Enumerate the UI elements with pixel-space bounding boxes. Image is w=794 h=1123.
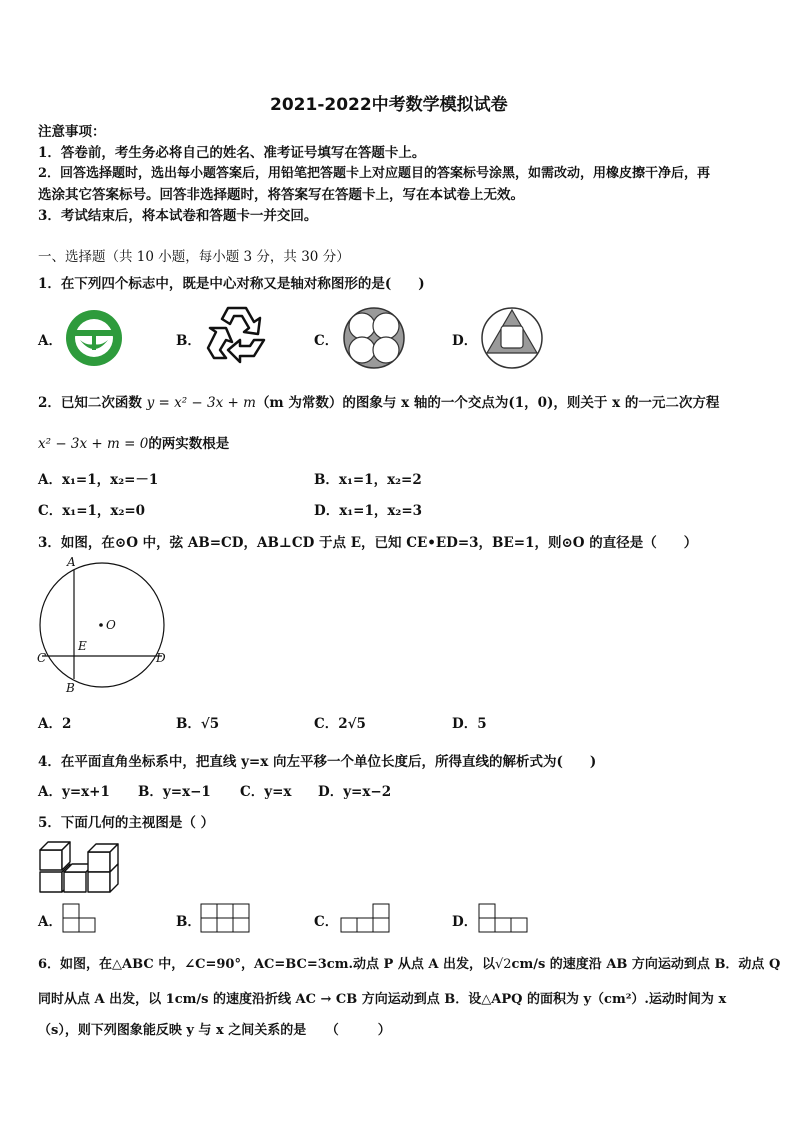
- notice-item-1: 1．答卷前，考生务必将自己的姓名、准考证号填写在答题卡上。: [38, 145, 426, 161]
- q3-option-d: D．5: [452, 716, 487, 732]
- q2-stem-end: （m 为常数）的图象与 x 轴的一个交点为(1，0)，则关于 x 的一元二次方程: [255, 395, 720, 411]
- q3-circle-figure: [34, 555, 174, 695]
- q5-label-c: C．: [314, 914, 339, 930]
- q3-label-c: C: [37, 651, 47, 665]
- q6-line2: 同时从点 A 出发，以 1cm/s 的速度沿折线 AC → CB 方向运动到点 B．设△APQ 的面积为 y（cm²）.运动时间为 x: [38, 992, 727, 1007]
- q6-line3: （s），则下列图象能反映 y 与 x 之间关系的是 （ ）: [38, 1023, 391, 1038]
- q5-option-d-view: [478, 903, 528, 933]
- q3-option-b: B．√5: [176, 716, 220, 732]
- flower-circle-icon: [342, 306, 406, 370]
- q2-stem-line1: [38, 391, 719, 411]
- q4-option-a: A．y=x+1: [38, 784, 110, 800]
- q6-line1-end: cm/s 的速度沿 AB 方向运动到点 B．动点 Q: [511, 957, 781, 972]
- q3-label-d: D: [156, 651, 166, 665]
- q1-label-c: C．: [314, 333, 339, 349]
- q2-option-a: A．x₁=1，x₂=－1: [38, 472, 159, 488]
- q3-label-a: A: [67, 555, 76, 569]
- q3-label-e: E: [78, 639, 87, 653]
- q3-option-c: C．2√5: [314, 716, 366, 732]
- q5-option-b-view: [200, 903, 250, 933]
- q3-label-b: B: [66, 681, 75, 695]
- q3-stem: 3．如图，在⊙O 中，弦 AB=CD，AB⊥CD 于点 E，已知 CE•ED=3，BE=1，则⊙O 的直径是（ ）: [38, 535, 698, 551]
- notice-heading: 注意事项：: [38, 124, 106, 140]
- q2-option-b: B．x₁=1，x₂=2: [314, 472, 422, 488]
- q2-equation: x² − 3x + m = 0: [38, 436, 149, 452]
- q4-option-d: D．y=x−2: [318, 784, 392, 800]
- notice-item-2-cont: 选涂其它答案标号。回答非选择题时，将答案写在答题卡上，写在本试卷上无效。: [38, 187, 524, 203]
- q4-option-b: B．y=x−1: [138, 784, 211, 800]
- section-heading: 一、选择题（共 10 小题，每小题 3 分，共 30 分）: [38, 249, 350, 265]
- q3-label-o: O: [106, 618, 116, 632]
- triangle-square-icon: [480, 306, 544, 370]
- q4-stem: 4．在平面直角坐标系中，把直线 y=x 向左平移一个单位长度后，所得直线的解析式为( ): [38, 754, 597, 770]
- q6-line1-start: 6．如图，在△ABC 中，∠C=90°，AC=BC=3cm.动点 P 从点 A 出发，以: [38, 957, 495, 972]
- q5-label-b: B．: [176, 914, 201, 930]
- q2-stem-tail: 的两实数根是: [148, 436, 230, 452]
- notice-item-3: 3．考试结束后，将本试卷和答题卡一并交回。: [38, 208, 318, 224]
- q2-option-d: D．x₁=1，x₂=3: [314, 503, 423, 519]
- page-title: 2021-2022中考数学模拟试卷: [270, 95, 508, 115]
- q5-label-a: A．: [38, 914, 62, 930]
- q5-stem: 5．下面几何的主视图是（ ）: [38, 815, 215, 831]
- q6-sqrt2: √2: [494, 957, 512, 972]
- q5-option-c-view: [340, 903, 390, 933]
- q1-stem: 1．在下列四个标志中，既是中心对称又是轴对称图形的是( ): [38, 276, 425, 292]
- q6-line1: [38, 953, 780, 972]
- q4-option-c: C．y=x: [240, 784, 292, 800]
- q2-option-c: C．x₁=1，x₂=0: [38, 503, 146, 519]
- q5-cubes-figure: [38, 838, 120, 896]
- q2-stem-line2: [38, 432, 229, 452]
- notice-item-2: 2．回答选择题时，选出每小题答案后，用铅笔把答题卡上对应题目的答案标号涂黑，如需改动，用橡皮擦干净后，再: [38, 166, 711, 181]
- q1-label-a: A．: [38, 333, 62, 349]
- q5-option-a-view: [62, 903, 96, 933]
- q2-function: y = x² − 3x + m: [146, 395, 256, 411]
- q1-label-b: B．: [176, 333, 201, 349]
- recycle-icon: [204, 304, 270, 366]
- q1-label-d: D．: [452, 333, 478, 349]
- q5-label-d: D．: [452, 914, 478, 930]
- green-logo-icon: [64, 308, 124, 368]
- q2-stem-start: 2．已知二次函数: [38, 395, 147, 411]
- q3-option-a: A．2: [38, 716, 72, 732]
